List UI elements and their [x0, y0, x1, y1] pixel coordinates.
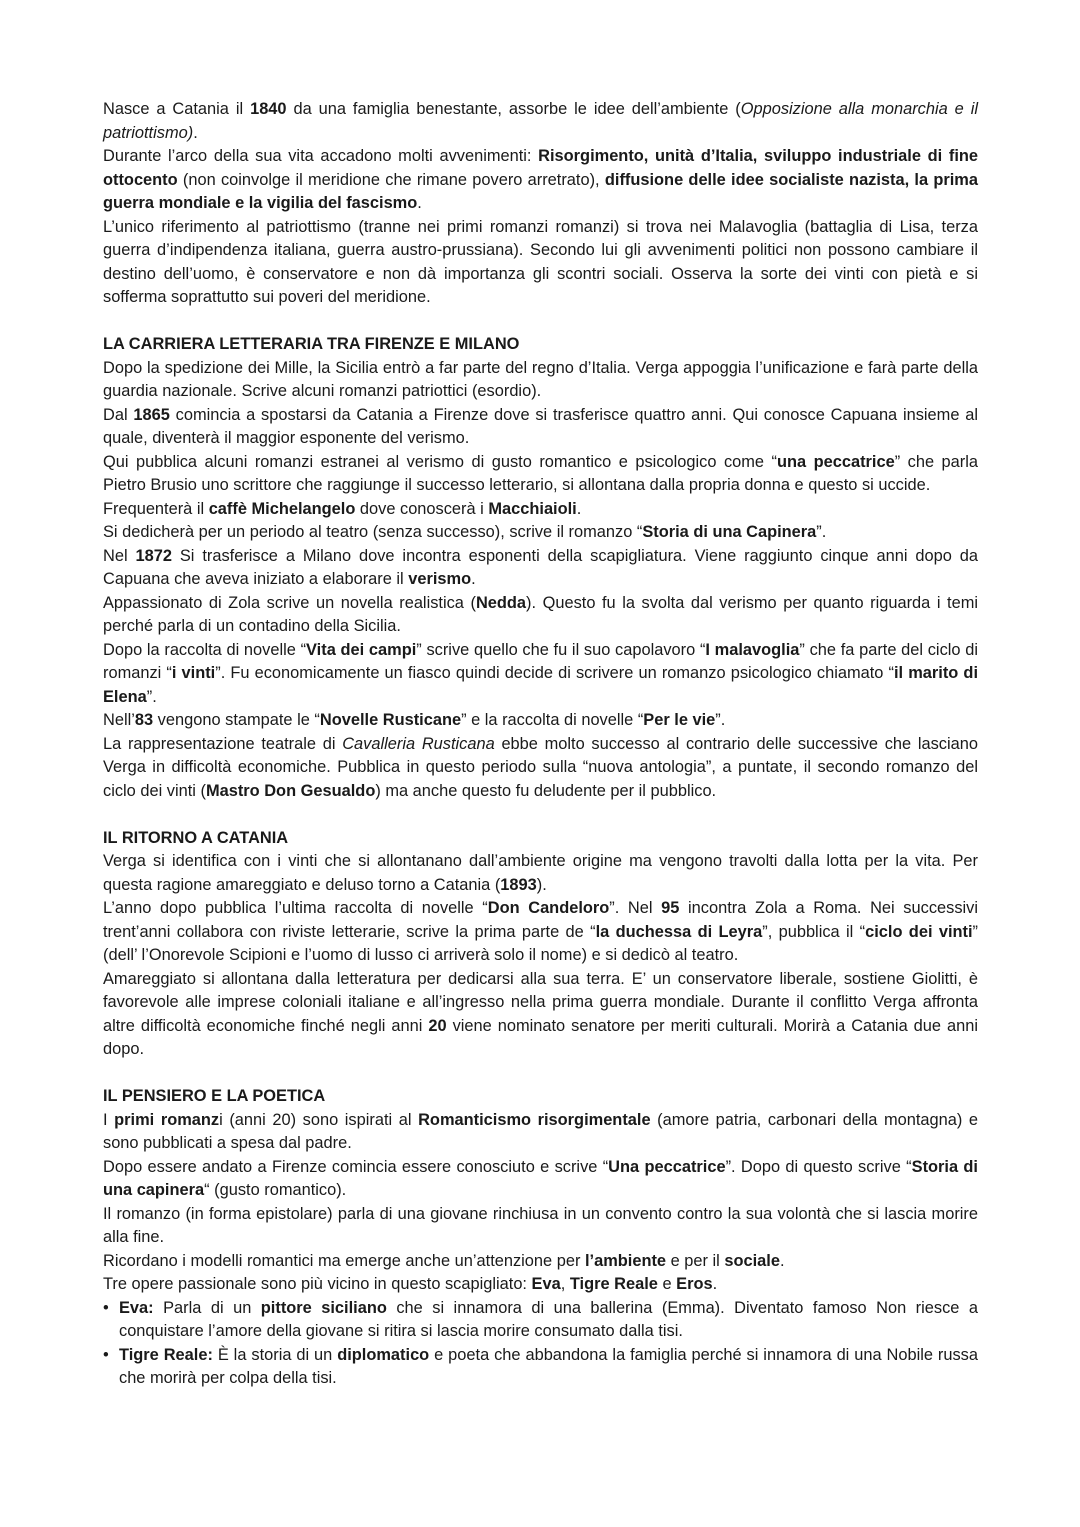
text-run: Tigre Reale: [119, 1345, 213, 1364]
text-run: Vita dei campi [306, 640, 417, 659]
text-run: 95 [661, 899, 680, 917]
text-run: Mastro Don Gesualdo [205, 781, 376, 800]
bullet-text: Eva: Parla di un pittore siciliano che si innamora di una ballerina (Emma). Diventato famoso Non riesce a conquistare l’amore della giovane si ritira si lascia morire consumato dalla tisi. [119, 1298, 978, 1340]
text-run: I malavoglia [705, 640, 800, 659]
section-paragraph: La rappresentazione teatrale di Cavalleria Rusticana ebbe molto successo al contrario delle successive che lasciano Verga in difficoltà economiche. Pubblica in questo periodo sulla “nuova antologia”, a puntate, il secondo romanzo del ciclo dei vinti (Mastro Don Gesualdo) ma anche questo fu deludente per il pubblico. [103, 734, 978, 800]
text-run: Nedda [475, 593, 527, 612]
text-run: verismo [408, 570, 472, 588]
text-run: diplomatico [337, 1345, 430, 1364]
text-run: primi romanz [114, 1110, 220, 1129]
text-run: il marito di Elena [103, 664, 978, 706]
text-run: 1872 [135, 546, 172, 565]
section-paragraph: Si dedicherà per un periodo al teatro (senza successo), scrive il romanzo “Storia di una Capinera”. [103, 523, 827, 541]
text-run: Don Candeloro [487, 899, 610, 917]
text-run: Novelle Rusticane [319, 711, 462, 729]
section-paragraph: Qui pubblica alcuni romanzi estranei al verismo di gusto romantico e psicologico come “una peccatrice” che parla Pietro Brusio uno scrittore che raggiunge il successo letterario, si allontana dalla propria donna e questo si uccide. [103, 452, 978, 494]
text-run: pittore siciliano [260, 1298, 387, 1317]
text-run: 1840 [250, 100, 287, 118]
text-run: Tigre Reale [569, 1275, 658, 1293]
text-run: Una peccatrice [608, 1157, 726, 1176]
section-paragraph: Nel 1872 Si trasferisce a Milano dove incontra esponenti della scapigliatura. Viene raggiunto cinque anni dopo da Capuana che aveva iniziato a elaborare il verismo. [103, 546, 979, 588]
section-heading: LA CARRIERA LETTERARIA TRA FIRENZE E MILANO [103, 335, 520, 353]
intro-paragraph: L’unico riferimento al patriottismo (tranne nei primi romanzi romanzi) si trova nei Malavoglia (battaglia di Lisa, terza guerra d’indipendenza italiana, guerra austro-prussiana). Secondo lui gli avvenimenti politici non possono cambiare il destino dell’uomo, è conservatore e non dà importanza gli scontri sociali. Osserva la sorte dei vinti con pietà e si sofferma soprattutto sui poveri del meridione. [103, 217, 978, 306]
section-paragraph: I primi romanzi (anni 20) sono ispirati al Romanticismo risorgimentale (amore patria, carbonari della montagna) e sono pubblicati a spesa dal padre. [103, 1110, 979, 1152]
section-carriera-letteraria [103, 333, 978, 803]
section-paragraph: Dal 1865 comincia a spostarsi da Catania a Firenze dove si trasferisce quattro anni. Qui conosce Capuana insieme al quale, diventerà il maggior esponente del verismo. [103, 405, 978, 447]
text-run: Storia di una capinera [103, 1157, 978, 1199]
bullet-dot-icon: • [103, 1345, 109, 1364]
section-paragraph: Tre opere passionale sono più vicino in questo scapigliato: Eva, Tigre Reale e Eros. [103, 1275, 718, 1293]
works-bullet-list [103, 1297, 978, 1391]
section-paragraph: Verga si identifica con i vinti che si allontanano dall’ambiente origine ma vengono travolti dalla lotta per la vita. Per questa ragione amareggiato e deluso torno a Catania (1893). [103, 852, 978, 894]
section-paragraph: Nell’83 vengono stampate le “Novelle Rusticane” e la raccolta di novelle “Per le vie”. [103, 711, 726, 729]
intro-paragraph: Nasce a Catania il 1840 da una famiglia benestante, assorbe le idee dell’ambiente (Opposizione alla monarchia e il patriottismo). [103, 100, 979, 142]
text-run: la duchessa di Leyra [595, 922, 763, 941]
text-run: 1865 [133, 405, 170, 424]
section-paragraph: L’anno dopo pubblica l’ultima raccolta di novelle “Don Candeloro”. Nel 95 incontra Zola a Roma. Nei successivi trent’anni collabora con riviste letterarie, scrive la prima parte de “la duchessa di Leyra”, pubblica il “ciclo dei vinti” (dell’ l’Onorevole Scipioni e l’uomo di lusso ci arriverà solo il nome) e si dedicò al teatro. [103, 899, 979, 964]
bullet-item [103, 1344, 978, 1391]
text-run: Eva: [119, 1298, 154, 1317]
text-run: 20 [428, 1016, 447, 1035]
text-run: Storia di una Capinera [642, 523, 817, 541]
bullet-item [103, 1297, 978, 1344]
section-pensiero-poetica [103, 1085, 978, 1391]
text-run: 83 [134, 711, 154, 729]
section-ritorno-catania [103, 827, 978, 1062]
text-run: Cavalleria Rusticana [342, 734, 495, 753]
text-run: sociale [724, 1251, 780, 1270]
section-paragraph: Frequenterà il caffè Michelangelo dove conoscerà i Macchiaioli. [103, 499, 582, 518]
bullet-dot-icon: • [103, 1298, 109, 1317]
section-heading: IL PENSIERO E LA POETICA [103, 1087, 326, 1105]
text-run: Eva [531, 1275, 561, 1293]
text-run: Macchiaioli [488, 499, 577, 518]
text-run: caffè Michelangelo [208, 499, 356, 518]
text-run: Risorgimento, unità d’Italia, sviluppo industriale di fine ottocento [103, 147, 978, 189]
section-paragraph: Dopo la raccolta di novelle “Vita dei campi” scrive quello che fu il suo capolavoro “I malavoglia” che fa parte del ciclo di romanzi “i vinti”. Fu economicamente un fiasco quindi decide di scrivere un romanzo psicologico chiamato “il marito di Elena”. [103, 640, 978, 706]
text-run: ciclo dei vinti [865, 922, 973, 941]
section-heading: IL RITORNO A CATANIA [103, 828, 289, 847]
section-paragraph: Dopo essere andato a Firenze comincia essere conosciuto e scrive “Una peccatrice”. Dopo di questo scrive “Storia di una capinera“ (gusto romantico). [103, 1157, 978, 1199]
text-run: diffusione delle idee socialiste nazista, la prima guerra mondiale e la vigilia del fascismo [103, 170, 978, 212]
intro-paragraph: Durante l’arco della sua vita accadono molti avvenimenti: Risorgimento, unità d’Italia, sviluppo industriale di fine ottocento (non coinvolge il meridione che rimane povero arretrato), diffusione delle idee socialiste nazista, la prima guerra mondiale e la vigilia del fascismo. [103, 147, 978, 212]
text-run: una peccatrice [776, 452, 895, 471]
section-paragraph: Dopo la spedizione dei Mille, la Sicilia entrò a far parte del regno d’Italia. Verga appoggia l’unificazione e farà parte della guardia nazionale. Scrive alcuni romanzi patriottici (esordio). [103, 358, 978, 400]
text-run: Opposizione alla monarchia e il patriottismo) [103, 100, 979, 142]
bullet-text: Tigre Reale: È la storia di un diplomatico e poeta che abbandona la famiglia perché si innamora di una Nobile russa che morirà per colpa della tisi. [119, 1345, 978, 1387]
intro-section [103, 98, 978, 310]
section-paragraph: Amareggiato si allontana dalla letteratura per dedicarsi alla sua terra. E’ un conservatore liberale, sostiene Giolitti, è favorevole alle imprese coloniali italiane e all’ingresso nella prima guerra mondiale. Durante il conflitto Verga affronta altre difficoltà economiche finché negli anni 20 viene nominato senatore per meriti culturali. Morirà a Catania due anni dopo. [103, 969, 978, 1058]
text-run: l’ambiente [584, 1251, 667, 1270]
section-paragraph: Appassionato di Zola scrive un novella realistica (Nedda). Questo fu la svolta dal verismo per quanto riguarda i temi perché parla di un contadino della Sicilia. [103, 593, 978, 635]
text-run: 1893 [500, 875, 537, 894]
section-paragraph: Il romanzo (in forma epistolare) parla di una giovane rinchiusa in un convento contro la sua volontà che si lascia morire alla fine. [103, 1204, 978, 1246]
text-run: Per le vie [643, 711, 716, 729]
section-paragraph: Ricordano i modelli romantici ma emerge anche un’attenzione per l’ambiente e per il sociale. [103, 1251, 785, 1270]
text-run: Romanticismo risorgimentale [418, 1110, 651, 1129]
text-run: Eros [676, 1275, 713, 1293]
text-run: i vinti [171, 664, 216, 682]
